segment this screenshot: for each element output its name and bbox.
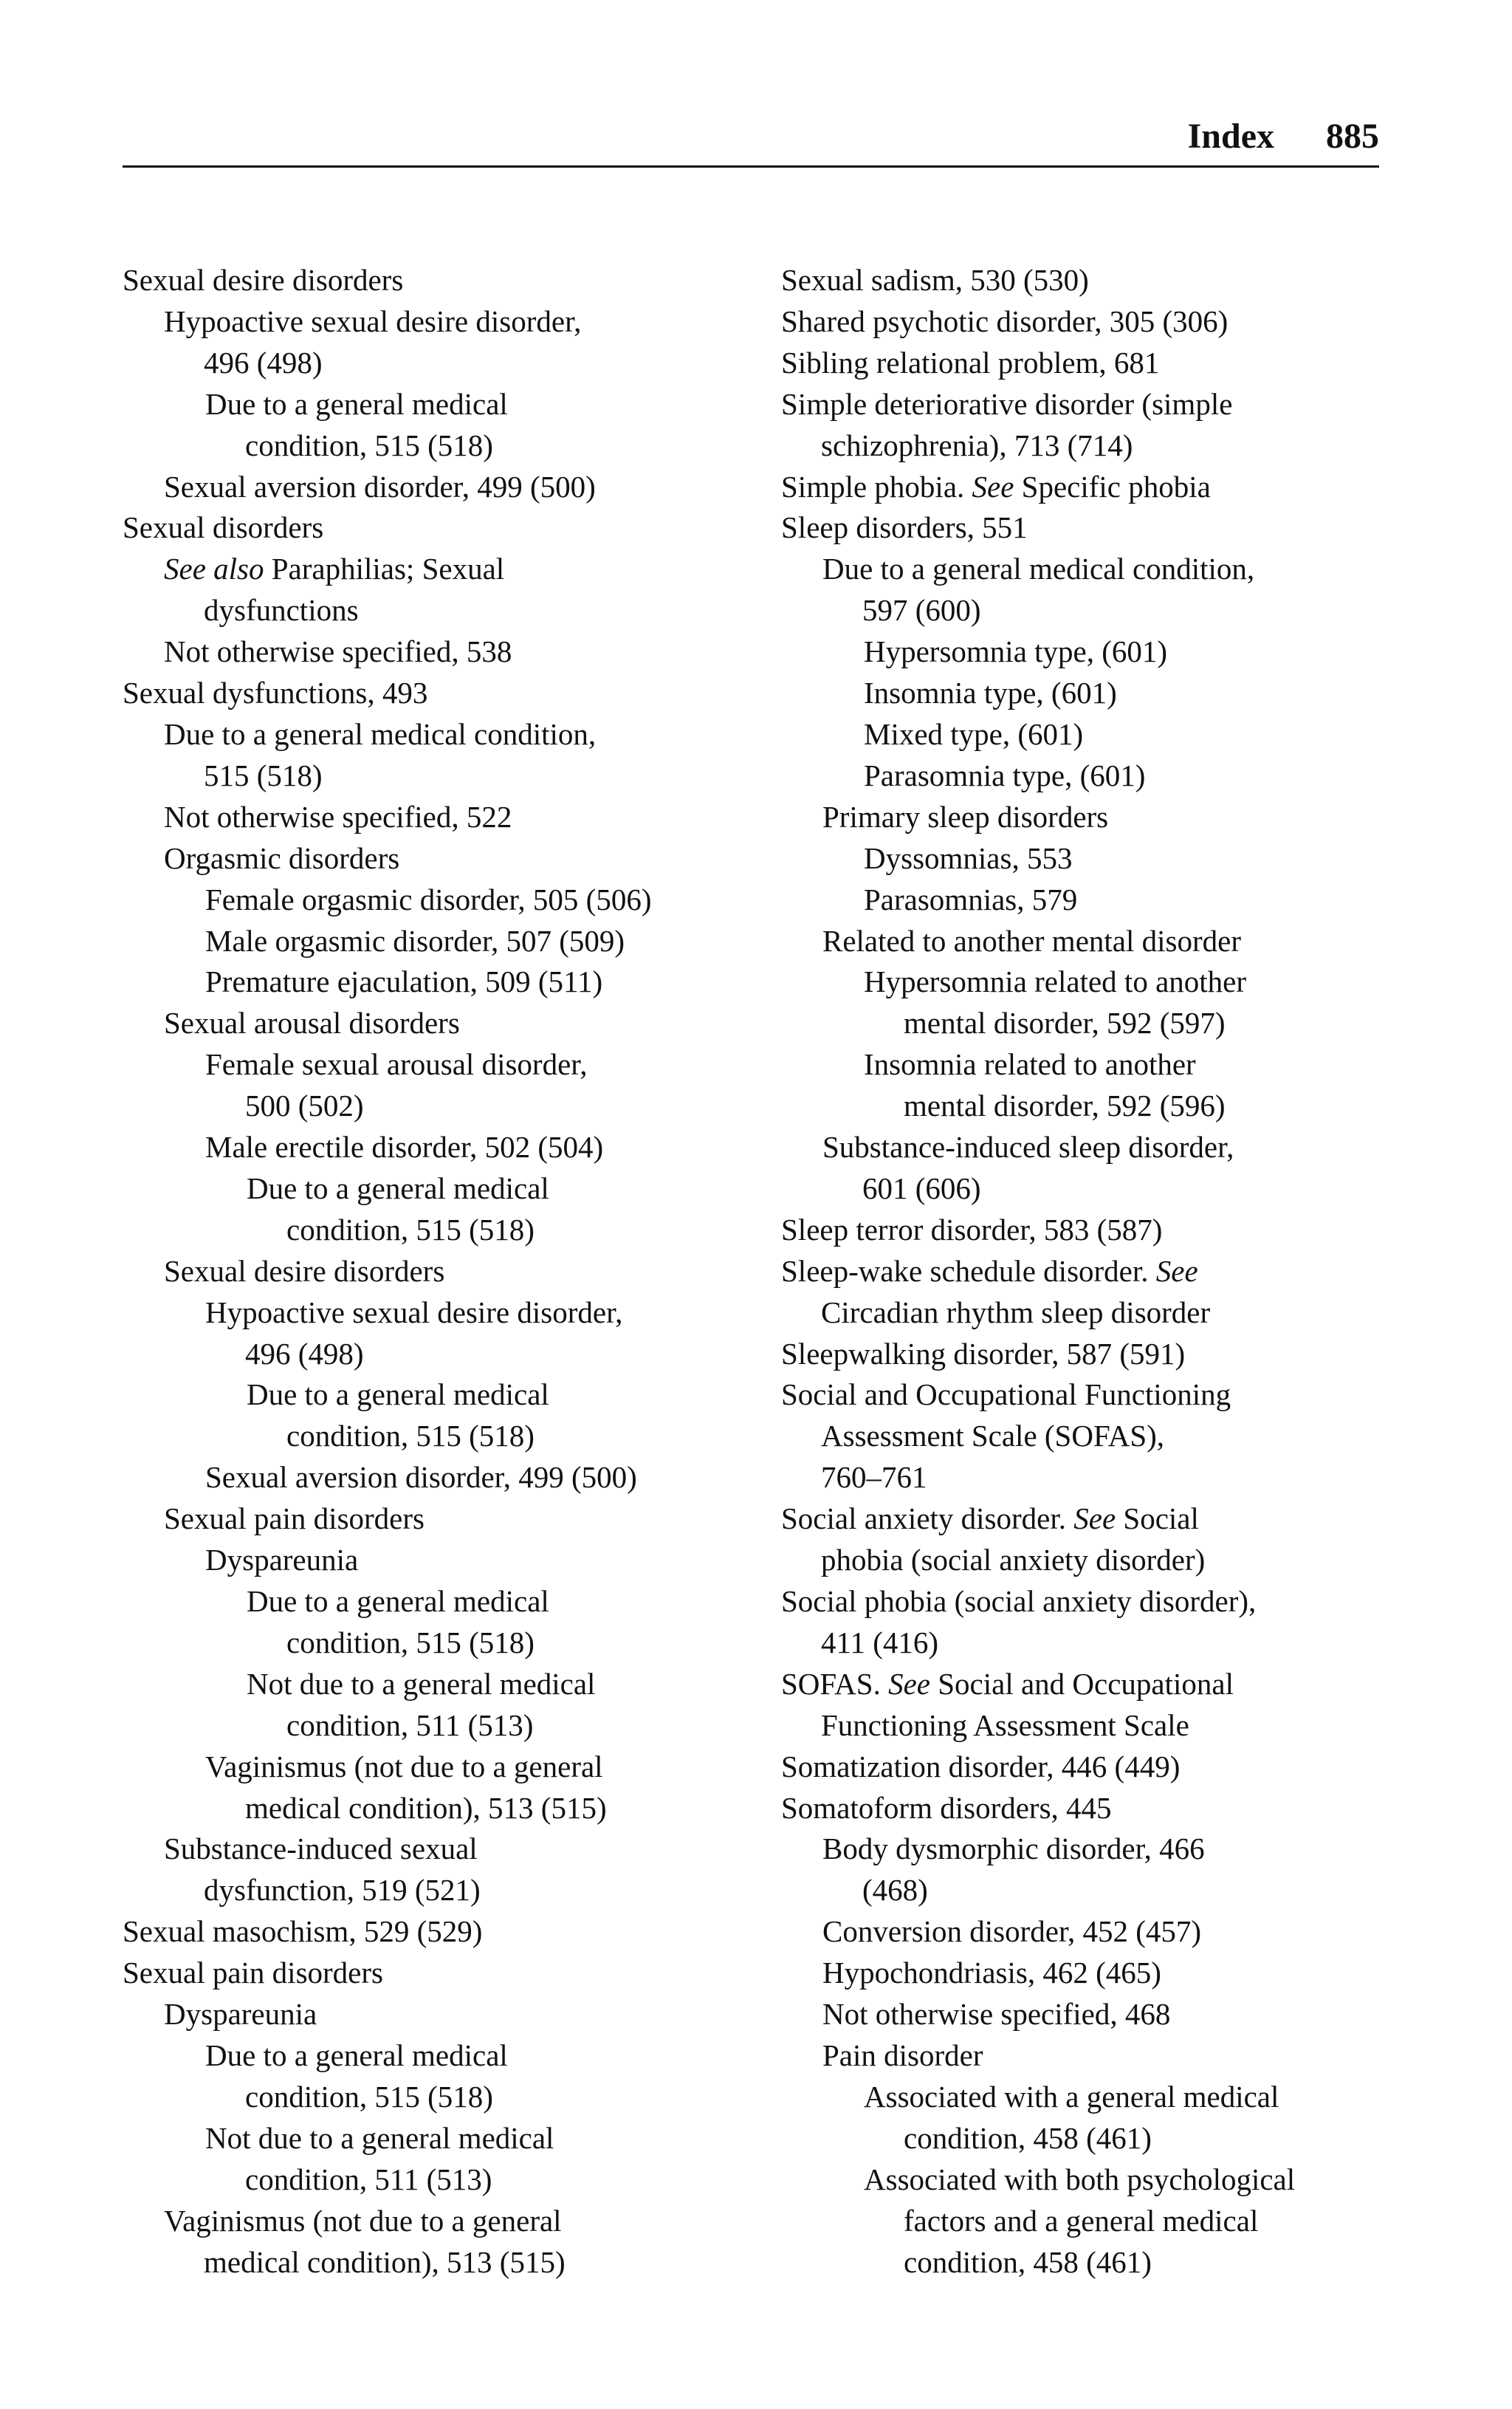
index-entry-continuation: 411 (416) [821,1625,939,1659]
index-entry-text: Parasomnia type, (601) [864,758,1146,792]
index-entry-continuation: schizophrenia), 713 (714) [821,428,1133,462]
index-entry [781,1334,1401,1375]
index-entry [123,797,743,838]
index-entry [781,1829,1401,1911]
index-entry [123,1003,743,1044]
index-entry-continuation: 496 (498) [204,345,323,380]
index-entry-text: Not due to a general medical [205,2120,554,2155]
index-entry-continuation: 601 (606) [862,1171,981,1205]
cross-reference-label: See [888,1666,930,1701]
index-entry [123,1747,743,1829]
index-entry [781,549,1401,631]
index-entry-continuation: 496 (498) [245,1336,364,1371]
index-entry [781,301,1401,343]
index-entry-continuation: 500 (502) [245,1089,364,1123]
index-entry-text: Social anxiety disorder. See Social [781,1501,1199,1536]
index-entry-continuation: dysfunctions [204,593,359,628]
index-entry-text: Somatization disorder, 446 (449) [781,1749,1181,1783]
index-entry [123,714,743,797]
index-entry [123,2201,743,2283]
index-entry [123,301,743,384]
index-entry [123,2118,743,2201]
index-entry-continuation: condition, 511 (513) [245,2162,492,2196]
index-entry-text: Mixed type, (601) [864,716,1084,751]
index-entry-text: Insomnia type, (601) [864,676,1117,710]
index-entry-text: Sleep disorders, 551 [781,510,1028,545]
index-entry-text: Sexual desire disorders [164,1253,445,1288]
index-entry [123,880,743,921]
index-entry [781,1581,1401,1664]
index-entry-continuation: condition, 515 (518) [286,1419,535,1453]
index-entry-text: Vaginismus (not due to a general [205,1749,603,1783]
index-entry-continuation: phobia (social anxiety disorder) [821,1543,1206,1577]
index-entry-text: Substance-induced sexual [164,1831,478,1866]
index-entry-text: Due to a general medical [247,1171,549,1205]
index-entry-text: Sleep-wake schedule disorder. See [781,1253,1198,1288]
index-entry-text: Sexual sadism, 530 (530) [781,263,1089,297]
index-entry-continuation: condition, 458 (461) [904,2120,1152,2155]
index-entry-text: Hypoactive sexual desire disorder, [164,304,582,338]
index-entry [123,1664,743,1747]
index-entry [123,1498,743,1540]
running-head [123,111,1379,168]
index-entry-text: Insomnia related to another [864,1047,1196,1082]
index-entry [781,755,1401,797]
index-entry [123,2035,743,2118]
index-entry [123,1127,743,1168]
index-entry-continuation: factors and a general medical [904,2203,1259,2238]
index-entry-continuation: Circadian rhythm sleep disorder [821,1295,1211,1329]
index-entry [781,797,1401,838]
section-title: Index [1187,117,1274,156]
index-entry-text: Due to a general medical [205,386,508,421]
index-entry [123,631,743,673]
index-entry-text: Primary sleep disorders [822,799,1109,834]
index-entry-continuation: Functioning Assessment Scale [821,1707,1189,1742]
index-entry-text: Vaginismus (not due to a general [164,2203,562,2238]
index-entry-text: Not due to a general medical [247,1666,596,1701]
index-entry-text: Sibling relational problem, 681 [781,345,1160,380]
index-entry [123,673,743,714]
index-entry-text: Parasomnias, 579 [864,882,1078,916]
index-entry [781,1498,1401,1581]
index-entry [781,1664,1401,1747]
index-entry-text: Pain disorder [822,2038,983,2072]
index-entry-continuation: 515 (518) [204,758,323,792]
index-entry [781,1788,1401,1829]
index-entry-text: See also Paraphilias; Sexual [164,552,505,586]
index-entry-continuation: 597 (600) [862,593,981,628]
index-entry [781,1044,1401,1127]
index-column-right [781,260,1401,2283]
index-entry [123,1374,743,1457]
page-number: 885 [1326,117,1379,156]
index-entry [123,1044,743,1127]
index-entry [781,2159,1401,2283]
index-entry-text: Sexual desire disorders [123,263,404,297]
index-entry [123,507,743,549]
index-entry-continuation: condition, 515 (518) [286,1212,535,1247]
index-entry-continuation: mental disorder, 592 (596) [904,1089,1226,1123]
index-entry-text: Sexual aversion disorder, 499 (500) [205,1460,637,1495]
index-entry [781,1911,1401,1953]
index-entry-continuation: condition, 511 (513) [286,1707,534,1742]
index-entry-text: Substance-induced sleep disorder, [822,1130,1234,1165]
index-entry [781,838,1401,880]
index-entry-text: Simple phobia. See Specific phobia [781,469,1211,504]
index-entry-text: Premature ejaculation, 509 (511) [205,964,603,999]
index-entry-text: Related to another mental disorder [822,923,1241,958]
index-entry-text: Simple deteriorative disorder (simple [781,386,1233,421]
index-entry-text: Sexual masochism, 529 (529) [123,1914,483,1949]
index-entry-text: Sexual dysfunctions, 493 [123,676,428,710]
index-entry [781,1251,1401,1334]
index-entry [781,2035,1401,2077]
index-entry-text: Female sexual arousal disorder, [205,1047,588,1082]
index-entry [123,1911,743,1953]
index-entry-text: Due to a general medical [205,2038,508,2072]
index-entry-text: Sexual pain disorders [123,1956,383,1990]
index-entry-text: Female orgasmic disorder, 505 (506) [205,882,652,916]
index-entry-continuation: mental disorder, 592 (597) [904,1006,1226,1041]
index-entry [123,962,743,1003]
index-entry-text: Dyssomnias, 553 [864,840,1073,875]
index-entry-text: Hypersomnia related to another [864,964,1247,999]
index-entry [781,384,1401,467]
index-entry [123,838,743,880]
index-entry [123,1953,743,1994]
index-entry-text: Due to a general medical condition, [822,552,1255,586]
cross-reference-label: See [1073,1501,1116,1536]
index-entry [781,1127,1401,1210]
index-entry [123,384,743,467]
index-entry-text: Sexual aversion disorder, 499 (500) [164,469,596,504]
index-entry [123,467,743,508]
index-entry-text: Somatoform disorders, 445 [781,1790,1112,1825]
index-entry-continuation: Assessment Scale (SOFAS), [821,1419,1165,1453]
index-entry-continuation: 760–761 [821,1460,927,1495]
index-entry [123,921,743,962]
index-entry-continuation: condition, 515 (518) [286,1625,535,1659]
index-entry-text: Not otherwise specified, 468 [822,1997,1171,2032]
index-entry [781,631,1401,673]
index-entry [781,1374,1401,1498]
index-entry [781,467,1401,508]
index-entry [123,1540,743,1581]
index-entry-text: SOFAS. See Social and Occupational [781,1666,1234,1701]
index-entry-text: Social and Occupational Functioning [781,1377,1231,1412]
index-entry-text: Associated with a general medical [864,2079,1279,2114]
index-entry [123,260,743,301]
index-entry-text: Male orgasmic disorder, 507 (509) [205,923,625,958]
index-entry-text: Conversion disorder, 452 (457) [822,1914,1202,1949]
index-entry-text: Hypochondriasis, 462 (465) [822,1956,1161,1990]
index-entry-text: Shared psychotic disorder, 305 (306) [781,304,1228,338]
index-entry-continuation: medical condition), 513 (515) [204,2244,566,2279]
index-entry-continuation: dysfunction, 519 (521) [204,1873,481,1908]
index-entry [781,1953,1401,1994]
index-entry [781,260,1401,301]
index-entry-text: Due to a general medical condition, [164,716,597,751]
index-entry-text: Hypoactive sexual desire disorder, [205,1295,623,1329]
index-entry [781,962,1401,1044]
index-entry-continuation: (468) [862,1873,928,1908]
index-entry [123,1994,743,2035]
index-entry-text: Not otherwise specified, 538 [164,634,512,669]
index-entry [123,1168,743,1251]
index-entry-text: Body dysmorphic disorder, 466 [822,1831,1205,1866]
index-entry-continuation: condition, 515 (518) [245,2079,493,2114]
index-entry [781,673,1401,714]
index-entry [123,1292,743,1375]
cross-reference-label: See also [164,552,264,586]
index-entry [123,1251,743,1292]
index-entry [781,1747,1401,1788]
index-entry-text: Dyspareunia [164,1997,317,2032]
index-entry-text: Sleepwalking disorder, 587 (591) [781,1336,1186,1371]
index-entry-continuation: medical condition), 513 (515) [245,1790,607,1825]
index-entry [123,1457,743,1498]
index-entry [781,2077,1401,2159]
index-entry [781,1210,1401,1251]
index-entry-text: Associated with both psychological [864,2162,1296,2196]
index-entry-text: Due to a general medical [247,1584,549,1618]
index-entry [781,714,1401,755]
index-entry-text: Sexual pain disorders [164,1501,425,1536]
index-entry-text: Sleep terror disorder, 583 (587) [781,1212,1163,1247]
index-entry [123,1581,743,1664]
index-entry-continuation: condition, 515 (518) [245,428,493,462]
index-entry-text: Not otherwise specified, 522 [164,799,512,834]
index-entry [781,343,1401,384]
index-entry-text: Orgasmic disorders [164,840,400,875]
index-column-left [123,260,743,2283]
index-entry [781,880,1401,921]
cross-reference-label: See [1155,1253,1198,1288]
index-entry [781,1994,1401,2035]
index-entry [781,507,1401,549]
index-entry-text: Hypersomnia type, (601) [864,634,1168,669]
index-entry-text: Dyspareunia [205,1543,359,1577]
index-entry-text: Due to a general medical [247,1377,549,1412]
index-entry [781,921,1401,962]
index-entry [123,1829,743,1911]
index-entry-text: Sexual disorders [123,510,324,545]
index-entry-continuation: condition, 458 (461) [904,2244,1152,2279]
index-entry-text: Social phobia (social anxiety disorder), [781,1584,1257,1618]
index-entry [123,549,743,631]
index-entry-text: Sexual arousal disorders [164,1006,460,1041]
index-entry-text: Male erectile disorder, 502 (504) [205,1130,604,1165]
cross-reference-label: See [972,469,1014,504]
